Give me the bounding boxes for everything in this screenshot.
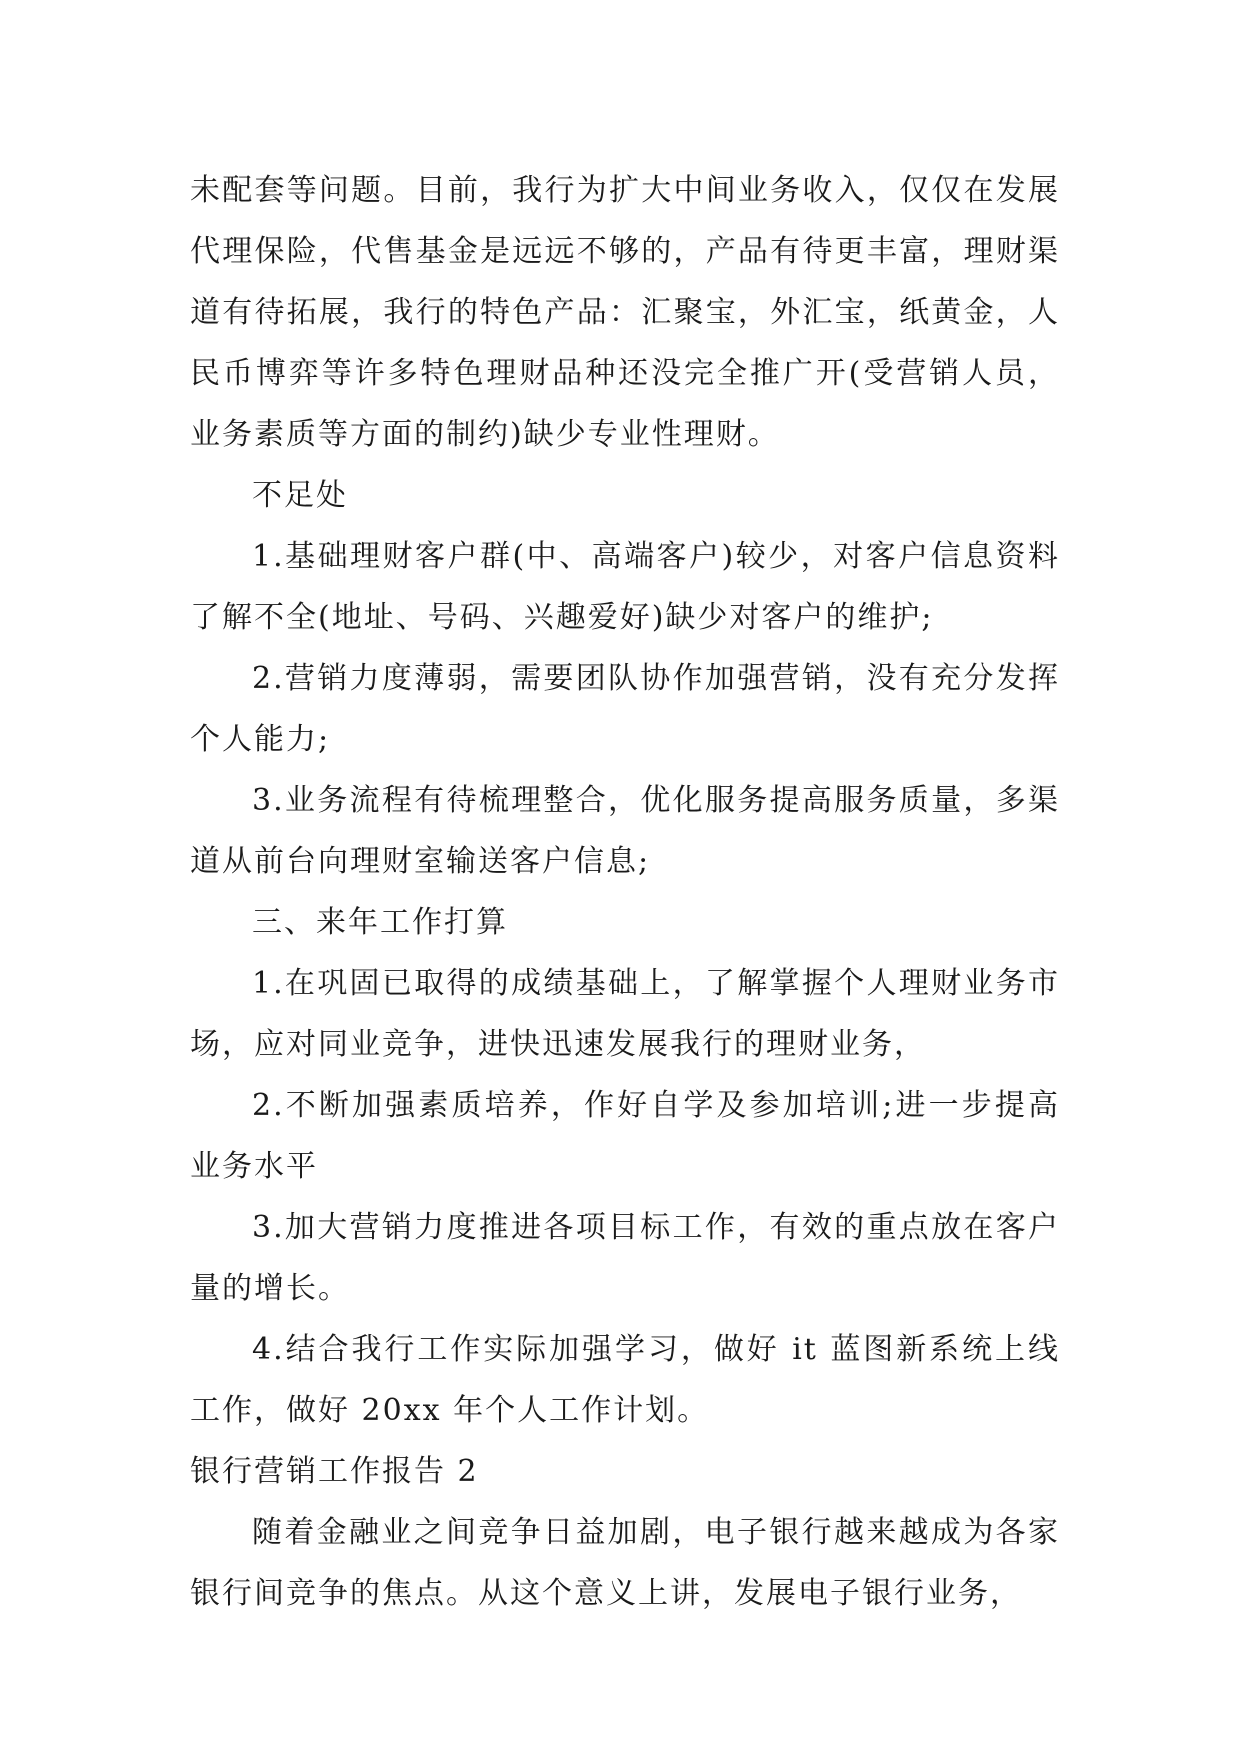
shortcoming-item-2: 2.营销力度薄弱，需要团队协作加强营销，没有充分发挥个人能力; (190, 661, 1060, 757)
subheading-shortcomings: 不足处 (252, 478, 348, 513)
plan-item-3: 3.加大营销力度推进各项目标工作，有效的重点放在客户量的增长。 (190, 1210, 1060, 1306)
shortcoming-item-3: 3.业务流程有待梳理整合，优化服务提高服务质量，多渠道从前台向理财室输送客户信息; (190, 783, 1060, 879)
section-title: 银行营销工作报告 2 (190, 1454, 479, 1489)
paragraph-continued: 未配套等问题。目前，我行为扩大中间业务收入，仅仅在发展代理保险，代售基金是远远不够的，产品有待更丰富，理财渠道有待拓展，我行的特色产品：汇聚宝，外汇宝，纸黄金，人民币博弈等许多特色理财品种还没完全推广开(受营销人员，业务素质等方面的制约)缺少专业性理财。 (190, 173, 1060, 452)
plan-item-4: 4.结合我行工作实际加强学习，做好 it 蓝图新系统上线工作，做好 20xx 年个人工作计划。 (190, 1332, 1060, 1428)
shortcoming-item-1: 1.基础理财客户群(中、高端客户)较少，对客户信息资料了解不全(地址、号码、兴趣爱好)缺少对客户的维护; (190, 539, 1060, 635)
document-body (190, 160, 1060, 1624)
section-paragraph: 随着金融业之间竞争日益加剧，电子银行越来越成为各家银行间竞争的焦点。从这个意义上讲，发展电子银行业务， (190, 1515, 1060, 1611)
subheading-next-year-plan: 三、来年工作打算 (252, 905, 508, 940)
plan-item-1: 1.在巩固已取得的成绩基础上，了解掌握个人理财业务市场，应对同业竞争，进快迅速发展我行的理财业务， (190, 966, 1060, 1062)
plan-item-2: 2.不断加强素质培养，作好自学及参加培训;进一步提高业务水平 (190, 1088, 1060, 1184)
